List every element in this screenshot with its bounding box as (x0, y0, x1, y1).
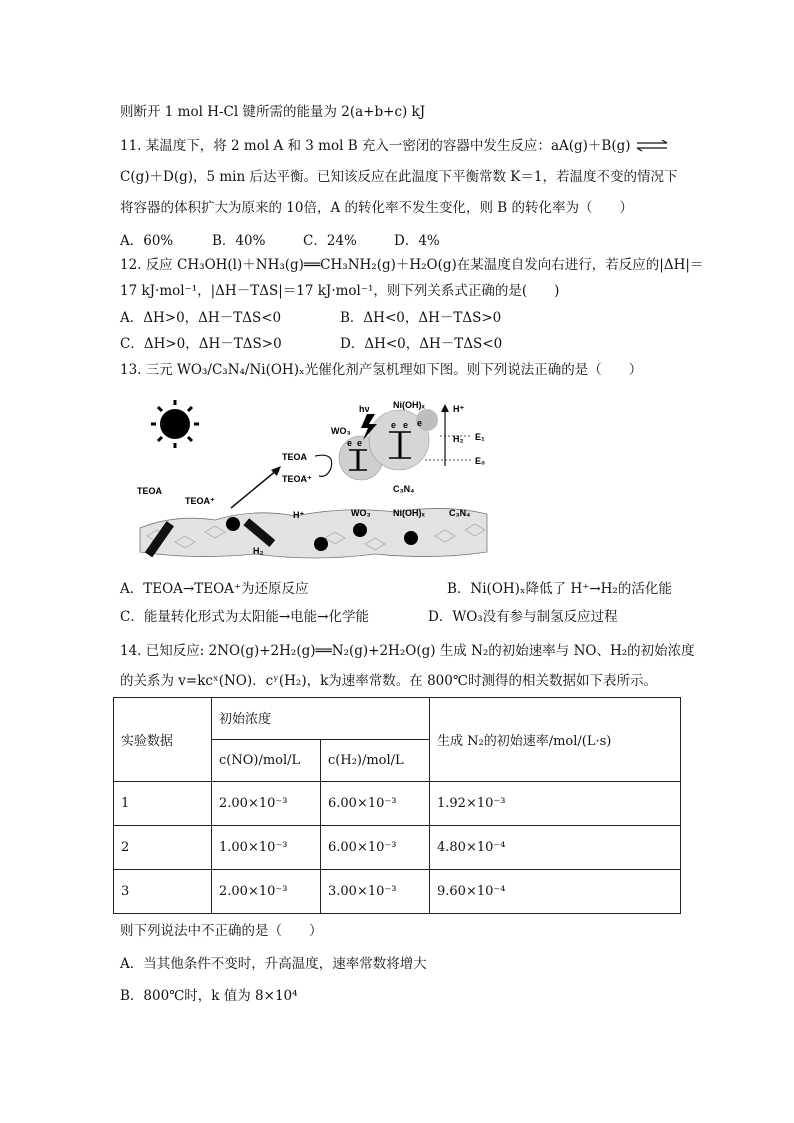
q11-line1-text: 11. 某温度下，将 2 mol A 和 3 mol B 充入一密闭的容器中发生反应： (120, 138, 551, 154)
e0-label: E₀ (475, 456, 486, 466)
q14-option-a: A．当其他条件不变时，升高温度，速率常数将增大 (120, 956, 427, 972)
e1-label: E₁ (475, 432, 485, 442)
nioh-label-bottom: Ni(OH)ₓ (393, 508, 425, 518)
q14-after-table: 则下列说法中不正确的是（ ） (120, 923, 323, 939)
svg-text:e: e (357, 438, 363, 448)
teoa-label-top: TEOA (282, 452, 308, 462)
header-initial-rate: 生成 N₂的初始速率/mol/(L·s) (430, 698, 681, 782)
q13-option-c: C．能量转化形式为太阳能→电能→化学能 (120, 609, 369, 625)
table-cell: 1.00×10⁻³ (212, 826, 321, 870)
nioh-particle (353, 523, 367, 537)
q11-option-d: D．4% (394, 233, 440, 249)
q14-option-b: B．800℃时，k 值为 8×10⁴ (120, 988, 298, 1004)
h-plus-label-bottom: H⁺ (293, 510, 305, 520)
nioh-particle (226, 517, 240, 531)
table-cell: 2.00×10⁻³ (212, 870, 321, 914)
svg-text:e: e (417, 418, 423, 428)
rate-data-table (113, 697, 681, 914)
q11-line2: C(g)＋D(g)，5 min 后达平衡。已知该反应在此温度下平衡常数 K＝1，若温度不变的情况下 (120, 169, 678, 185)
teoa-label-bottom: TEOA (137, 486, 163, 496)
h-plus-label-top: H⁺ (453, 404, 465, 414)
nioh-label-top: Ni(OH)ₓ (393, 400, 425, 410)
teoa-plus-label-top: TEOA⁺ (282, 474, 312, 484)
table-row (114, 870, 681, 914)
q12-line2: 17 kJ·mol⁻¹，|ΔH－TΔS|＝17 kJ·mol⁻¹，则下列关系式正确的是( ) (120, 283, 560, 299)
energy-arrow-head-icon (441, 404, 449, 412)
q12-option-a: A．ΔH>0，ΔH－TΔS<0 (120, 310, 282, 326)
equilibrium-arrow-icon (635, 142, 669, 152)
q13-option-d: D．WO₃没有参与制氢反应过程 (428, 609, 618, 625)
svg-text:e: e (403, 420, 409, 430)
zoom-arrow (231, 470, 277, 508)
table-cell: 2 (114, 826, 212, 870)
svg-text:e: e (347, 438, 353, 448)
wo3-label-bottom: WO₃ (351, 508, 371, 518)
header-initial-concentration: 初始浓度 (212, 698, 430, 740)
table-cell: 2.00×10⁻³ (212, 782, 321, 826)
hv-label: hν (359, 404, 370, 414)
c3n4-label-top: C₃N₄ (393, 484, 415, 494)
q14-line1: 14. 已知反应: 2NO(g)+2H₂(g)══N₂(g)+2H₂O(g) 生成 N₂的初始速率与 NO、H₂的初始浓度 (120, 643, 695, 659)
catalyst-surface (140, 508, 487, 558)
wo3-label-top: WO₃ (331, 426, 351, 436)
nioh-particle (314, 537, 328, 551)
sun-icon (151, 400, 199, 448)
header-experiment: 实验数据 (114, 698, 212, 782)
table-cell: 9.60×10⁻⁴ (430, 870, 681, 914)
q13-line1: 13. 三元 WO₃/C₃N₄/Ni(OH)ₓ光催化剂产氢机理如下图。则下列说法正确的是（ ） (120, 362, 643, 378)
table-cell: 4.80×10⁻⁴ (430, 826, 681, 870)
q11-option-c: C．24% (303, 233, 357, 249)
table-row (114, 826, 681, 870)
teoa-oxidation-arrow (315, 455, 332, 476)
q13-option-a: A．TEOA→TEOA⁺为还原反应 (120, 581, 309, 597)
q12-line1: 12. 反应 CH₃OH(l)＋NH₃(g)══CH₃NH₂(g)＋H₂O(g)在某温度自发向右进行，若反应的|ΔH|＝ (120, 257, 704, 273)
q11-line3: 将容器的体积扩大为原来的 10倍，A 的转化率不发生变化，则 B 的转化率为（ ） (120, 200, 634, 216)
table-cell: 6.00×10⁻³ (321, 826, 430, 870)
q11-line1 (120, 137, 669, 155)
table-cell: 3 (114, 870, 212, 914)
table-cell: 1.92×10⁻³ (430, 782, 681, 826)
svg-text:e: e (391, 420, 397, 430)
h2-label-top: H₂ (453, 434, 464, 444)
table-cell: 1 (114, 782, 212, 826)
header-c-no: c(NO)/mol/L (212, 740, 321, 782)
nioh-particle (404, 531, 418, 545)
q11-option-b: B．40% (212, 233, 266, 249)
q11-line1-reaction: aA(g)＋B(g) (550, 138, 631, 154)
q14-line2: 的关系为 v=kcˣ(NO)．cʸ(H₂)，k为速率常数。在 800℃时测得的相关数据如下表所示。 (120, 673, 657, 689)
table-cell: 3.00×10⁻³ (321, 870, 430, 914)
q12-option-c: C．ΔH>0，ΔH－TΔS>0 (120, 336, 282, 352)
table-row (114, 782, 681, 826)
q13-option-b: B．Ni(OH)ₓ降低了 H⁺→H₂的活化能 (447, 581, 672, 597)
intro-line: 则断开 1 mol H-Cl 键所需的能量为 2(a+b+c) kJ (120, 104, 426, 120)
h2-label-bottom: H₂ (253, 546, 264, 556)
c3n4-label-bottom: C₃N₄ (449, 508, 471, 518)
q11-option-a: A．60% (120, 233, 174, 249)
q12-option-b: B．ΔH<0，ΔH－TΔS>0 (340, 310, 502, 326)
q12-option-d: D．ΔH<0，ΔH－TΔS<0 (340, 336, 503, 352)
table-cell: 6.00×10⁻³ (321, 782, 430, 826)
photocatalyst-mechanism-diagram (135, 396, 495, 568)
header-c-h2: c(H₂)/mol/L (321, 740, 430, 782)
teoa-plus-label-bottom: TEOA⁺ (185, 496, 215, 506)
